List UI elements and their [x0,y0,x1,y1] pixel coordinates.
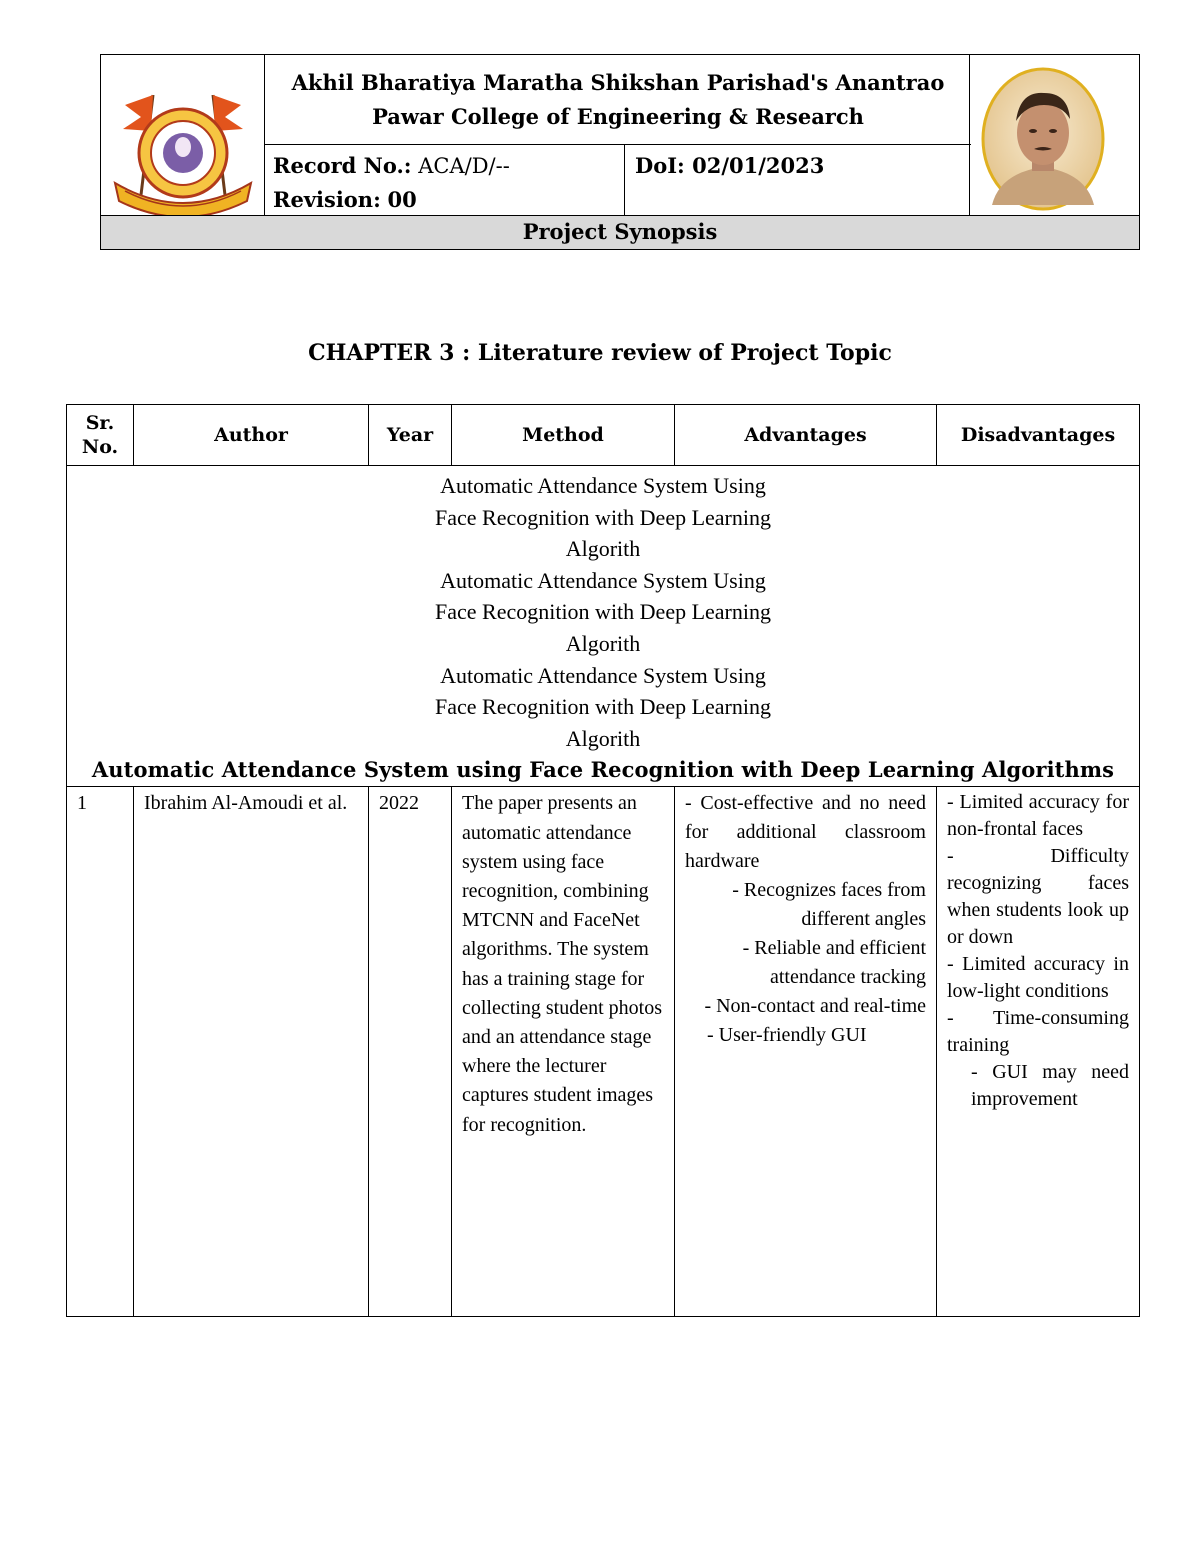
header-author: Author [134,405,369,466]
advantage-item: - Non-contact and real-time [704,995,926,1018]
cell-year: 2022 [369,787,452,1317]
header-sr-no: Sr. No. [67,405,134,466]
cell-method: The paper presents an automatic attendance system using face recognition, combining MTCNN and FaceNet algorithms. The system has a training stage for collecting student photos and an attendance stage where the lecturer captures student images for recognition. [452,787,675,1317]
table-header-row [67,405,1140,466]
disadvantage-item: - Difficulty recognizing faces when students look up or down [947,845,1129,949]
topic-repeat-line: Automatic Attendance System Using [440,473,766,498]
literature-review-table [66,404,1140,1317]
record-info [265,145,625,215]
header-year: Year [369,405,452,466]
cell-author: Ibrahim Al-Amoudi et al. [134,787,369,1317]
advantage-item: - Cost-effective and no need for additional classroom hardware [685,792,926,873]
topic-repeat-line: Automatic Attendance System Using [440,567,766,593]
disadvantage-item: - Limited accuracy for non-frontal faces [947,791,1129,841]
cell-advantages [675,787,937,1317]
disadvantage-item: - Time-consuming training [947,1007,1129,1057]
record-value: ACA/D/-- [418,154,510,178]
doi-info: DoI: 02/01/2023 [635,153,825,178]
topic-repeat-line: Algorith [565,725,641,751]
institution-title: Akhil Bharatiya Maratha Shikshan Parishad's Anantrao Pawar College of Engineering & Research [265,55,971,145]
cell-sr: 1 [67,787,134,1317]
header-disadvantages: Disadvantages [937,405,1140,466]
advantage-item: - User-friendly GUI [707,1024,867,1047]
advantage-item: - Reliable and efficient attendance tracking [742,937,926,989]
topic-repeat-line: Face Recognition with Deep Learning [434,694,771,720]
header-method: Method [452,405,675,466]
table-row [67,787,1140,1317]
founder-portrait-icon [970,55,1140,215]
disadvantage-item: - Limited accuracy in low-light conditions [947,953,1129,1003]
topic-repeat-line: Algorith [565,536,641,562]
document-header [100,54,1140,250]
college-emblem-icon [101,55,265,215]
photo-cell [969,55,1139,215]
topic-cell [67,466,1140,787]
record-label: Record No.: [273,153,412,178]
revision-label: Revision: [273,187,381,212]
document-type-banner: Project Synopsis [101,215,1139,249]
topic-repeat-line: Face Recognition with Deep Learning [434,599,771,625]
advantage-item: - Recognizes faces from different angles [732,879,926,931]
header-advantages: Advantages [675,405,937,466]
topic-repeat-line: Automatic Attendance System Using [440,662,766,688]
topic-repeat-line: Face Recognition with Deep Learning [434,504,771,530]
logo-cell [101,55,265,215]
topic-title: Automatic Attendance System using Face Recognition with Deep Learning Algorithms [91,757,1115,783]
chapter-title: CHAPTER 3 : Literature review of Project Topic [308,340,892,366]
revision-value: 00 [387,187,417,212]
cell-disadvantages [937,787,1140,1317]
topic-row [67,466,1140,787]
disadvantage-item: - GUI may need improvement [971,1061,1129,1111]
topic-repeat-line: Algorith [565,630,641,656]
